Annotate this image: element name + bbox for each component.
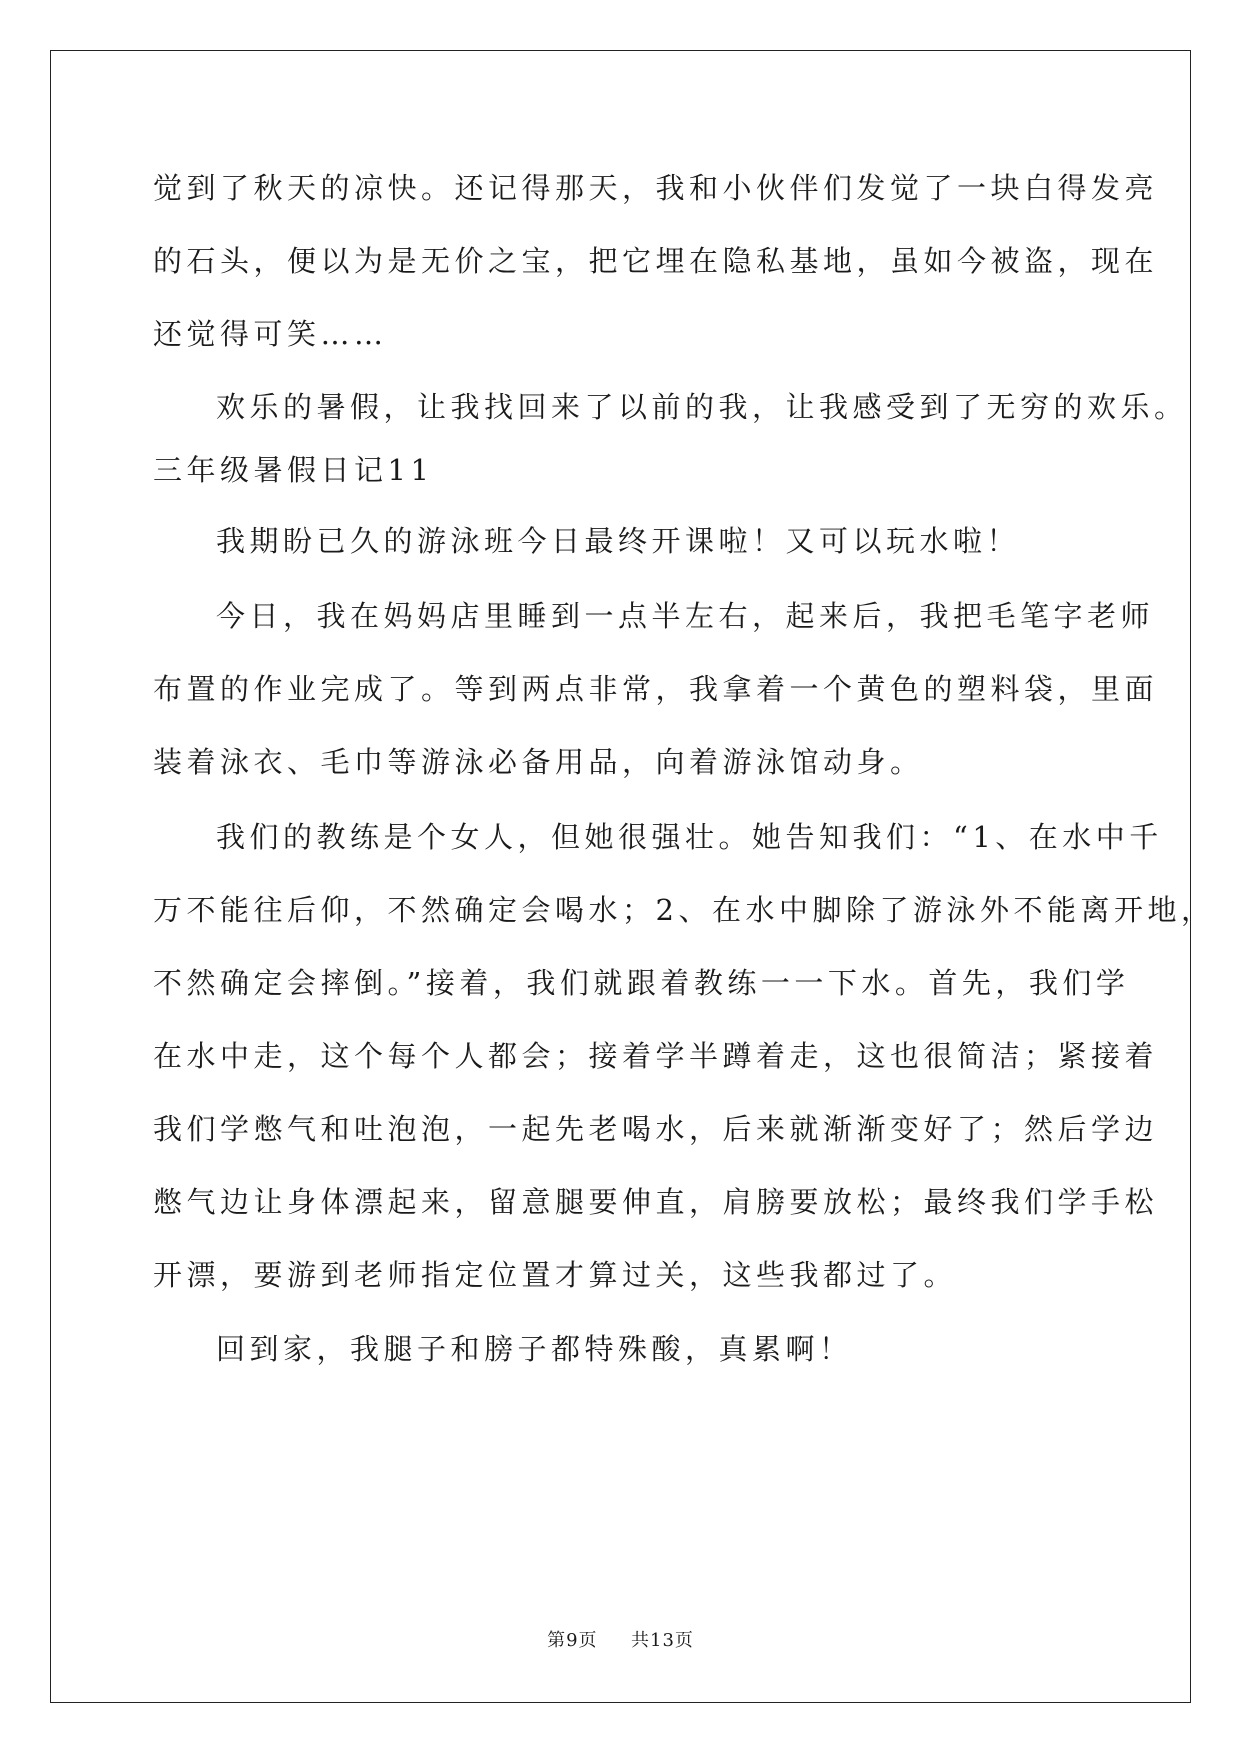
text-line: 今日，我在妈妈店里睡到一点半左右，起来后，我把毛笔字老师 [216,599,1155,633]
text-line: 的石头，便以为是无价之宝，把它埋在隐私基地，虽如今被盗，现在 [153,244,1159,278]
page-border [50,50,1191,1703]
text-line: 我期盼已久的游泳班今日最终开课啦！又可以玩水啦！ [216,524,1021,558]
text-line: 不然确定会摔倒。”接着，我们就跟着教练一一下水。首先，我们学 [153,966,1130,1000]
text-line: 我们的教练是个女人，但她很强壮。她告知我们：“1、在水中千 [216,820,1163,854]
text-line: 欢乐的暑假，让我找回来了以前的我，让我感受到了无穷的欢乐。 [216,390,1188,424]
text-line: 还觉得可笑…… [153,317,388,351]
text-line: 万不能往后仰，不然确定会喝水；2、在水中脚除了游泳外不能离开地， [153,893,1215,927]
text-line: 装着泳衣、毛巾等游泳必备用品，向着游泳馆动身。 [153,745,924,779]
text-line: 我们学憋气和吐泡泡，一起先老喝水，后来就渐渐变好了；然后学边 [153,1112,1159,1146]
text-line: 开漂，要游到老师指定位置才算过关，这些我都过了。 [153,1258,958,1292]
text-line: 回到家，我腿子和膀子都特殊酸，真累啊！ [216,1332,853,1366]
text-line: 觉到了秋天的凉快。还记得那天，我和小伙伴们发觉了一块白得发亮 [153,171,1159,205]
text-line: 憋气边让身体漂起来，留意腿要伸直，肩膀要放松；最终我们学手松 [153,1185,1159,1219]
section-title: 三年级暑假日记11 [153,453,434,487]
total-page-count: 共13页 [631,1630,694,1651]
text-line: 布置的作业完成了。等到两点非常，我拿着一个黄色的塑料袋，里面 [153,672,1159,706]
page-footer [0,1626,1241,1652]
text-line: 在水中走，这个每个人都会；接着学半蹲着走，这也很简洁；紧接着 [153,1039,1159,1073]
current-page-number: 第9页 [547,1630,598,1651]
